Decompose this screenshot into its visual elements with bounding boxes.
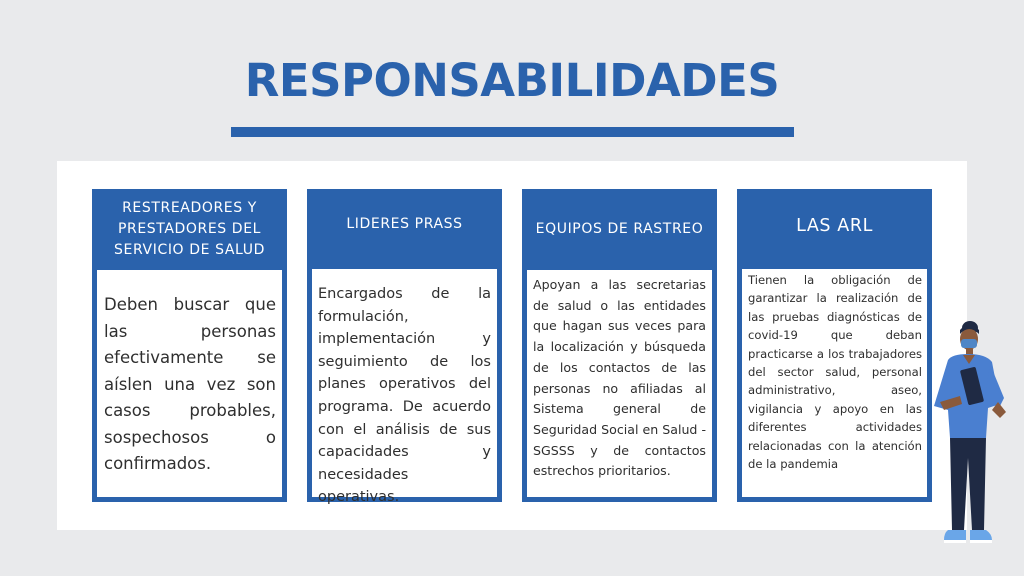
card-equipos-rastreo (522, 189, 717, 502)
page-title: RESPONSABILIDADES (244, 54, 780, 107)
card-body: Encargados de la formulación, implementación y seguimiento de los planes operativos del programa. De acuerdo con el análisis de sus capacidades y necesidades operativas. (312, 269, 497, 497)
card-las-arl (737, 189, 932, 502)
card-body: Deben buscar que las personas efectivamente se aíslen una vez son casos probables, sospechosos o confirmados. (97, 270, 282, 497)
card-body: Tienen la obligación de garantizar la realización de las pruebas diagnósticas de covid-19 que deban practicarse a los trabajadores del sector salud, personal administrativo, aseo, vigilancia y apoyo en las diferentes actividades relacionadas con la atención de la pandemia (742, 269, 927, 497)
title-underline (231, 127, 794, 137)
card-header: LIDERES PRASS (346, 215, 463, 232)
card-lideres-prass (307, 189, 502, 506)
card-header: EQUIPOS DE RASTREO (535, 220, 704, 237)
card-restreadores (92, 189, 287, 502)
health-worker-illustration (926, 318, 1010, 554)
card-header: LAS ARL (796, 216, 873, 236)
card-header: RESTREADORES Y PRESTADORES DEL SERVICIO DE SALUD (114, 199, 265, 258)
card-body: Apoyan a las secretarias de salud o las entidades que hagan sus veces para la localización y búsqueda de los contactos de las personas no afiliadas al Sistema general de Seguridad Social en Salud - SGSSS y de contactos estrechos prioritarios. (527, 270, 712, 497)
